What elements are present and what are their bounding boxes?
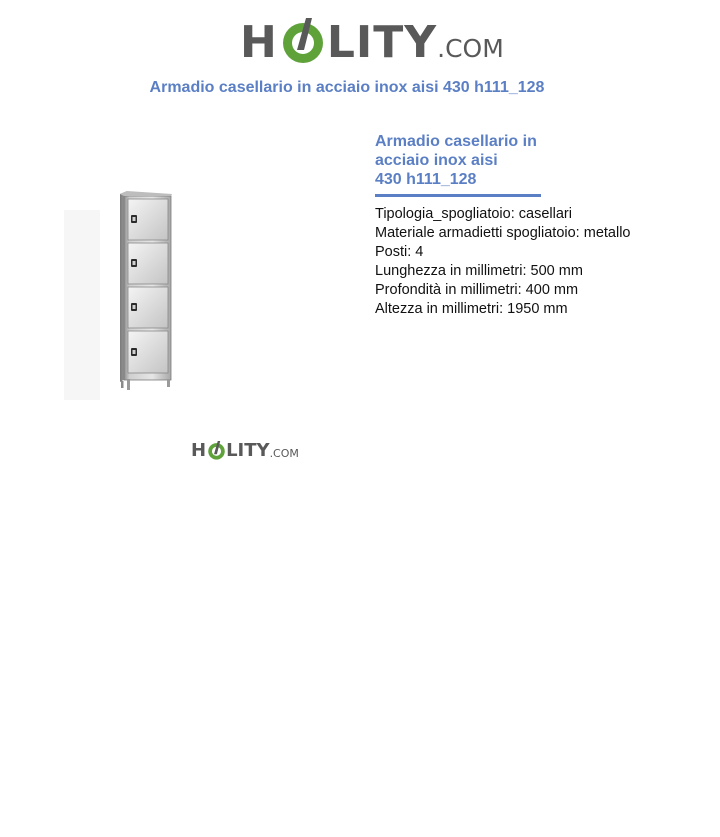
page-title: Armadio casellario in acciaio inox aisi 430 h111_128 bbox=[149, 79, 545, 96]
product-title-line: 430 h111_128 bbox=[375, 171, 477, 188]
logo-domain: .COM bbox=[269, 447, 299, 460]
product-title-line: Armadio casellario in bbox=[375, 133, 537, 150]
spec-altezza: Altezza in millimetri: 1950 mm bbox=[375, 301, 568, 317]
footer-logo[interactable] bbox=[191, 439, 299, 461]
brand-logo[interactable] bbox=[240, 12, 504, 66]
spec-posti: Posti: 4 bbox=[375, 244, 424, 260]
spec-materiale: Materiale armadietti spogliatoio: metallo bbox=[375, 225, 631, 241]
logo-domain: .COM bbox=[437, 34, 504, 63]
spec-lunghezza: Lunghezza in millimetri: 500 mm bbox=[375, 263, 583, 279]
power-leaf-icon bbox=[207, 440, 226, 461]
logo-letter-h: H bbox=[240, 17, 278, 68]
product-specs bbox=[375, 205, 631, 319]
product-title bbox=[375, 132, 565, 189]
power-leaf-icon bbox=[280, 16, 326, 66]
product-title-line: acciaio inox aisi bbox=[375, 152, 498, 169]
spec-tipologia: Tipologia_spogliatoio: casellari bbox=[375, 206, 572, 222]
logo-letter-h: H bbox=[191, 440, 207, 461]
product-image bbox=[64, 190, 224, 404]
logo-letters-lity: LITY bbox=[326, 17, 438, 68]
logo-letters-lity: LITY bbox=[226, 440, 270, 461]
title-underline bbox=[375, 194, 541, 197]
spec-profondita: Profondità in millimetri: 400 mm bbox=[375, 282, 579, 298]
